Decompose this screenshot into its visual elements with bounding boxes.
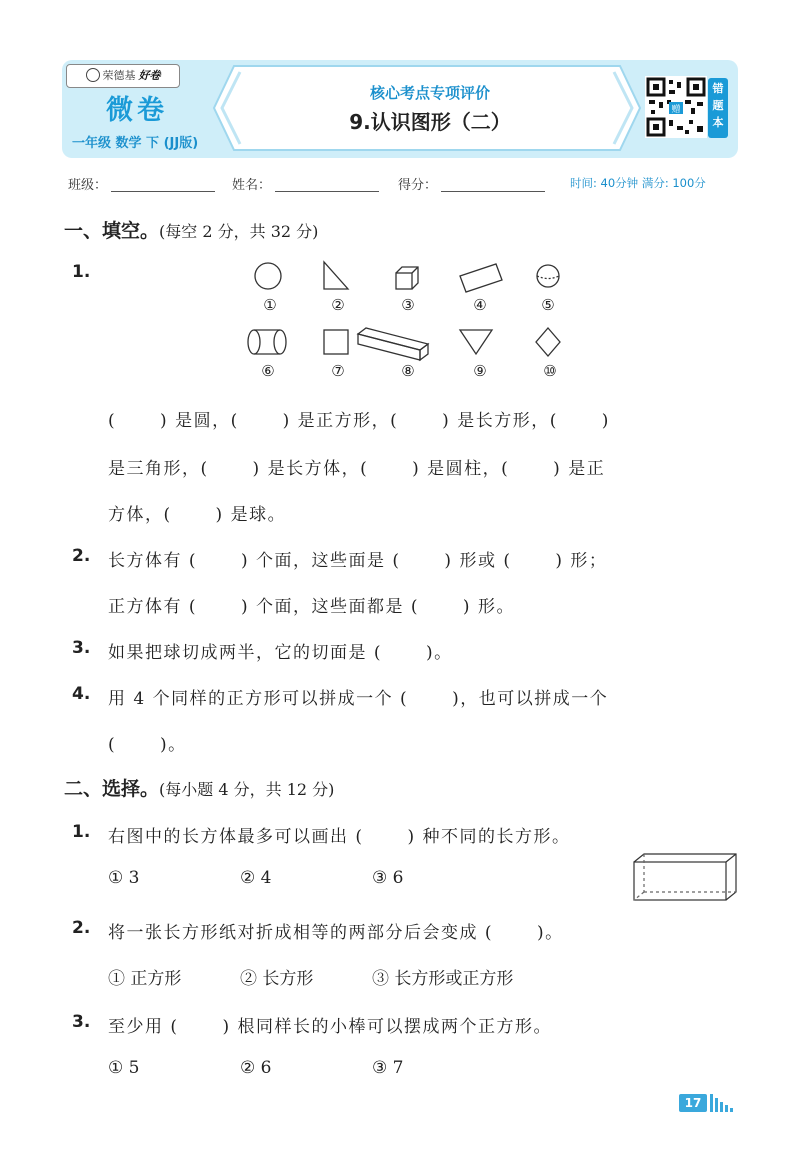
option[interactable]: ① 正方形 <box>108 969 182 989</box>
shape-diamond <box>536 328 560 356</box>
option[interactable]: ① 5 <box>108 1058 140 1078</box>
option[interactable]: ③ 长方形或正方形 <box>372 969 514 989</box>
brand-title: 微卷 <box>106 95 168 126</box>
section-2-title: 二、选择。 <box>64 778 160 800</box>
question-text: 长方体有 ( ) 个面，这些面是 ( ) 形或 ( ) 形； <box>108 551 608 571</box>
name-underline[interactable] <box>275 177 379 192</box>
page-number: 17 <box>679 1094 707 1112</box>
question-text: 方体，( ) 是球。 <box>108 505 287 525</box>
question-text: ( ) 是圆，( ) 是正方形，( ) 是长方形，( ) <box>108 411 610 431</box>
question-text: 至少用 ( ) 根同样长的小棒可以摆成两个正方形。 <box>108 1017 552 1037</box>
class-underline[interactable] <box>111 177 215 192</box>
section-2-note: (每小题 4 分，共 12 分) <box>159 780 335 799</box>
tag-char: 本 <box>712 116 724 129</box>
question-number: 2. <box>72 546 91 566</box>
mascot-icon <box>86 68 100 82</box>
shape-sphere <box>537 265 559 287</box>
shape-label: ⑦ <box>331 362 345 380</box>
option[interactable]: ① 3 <box>108 868 140 888</box>
grade-label: 一年级 数学 下 (JJ版) <box>72 136 199 151</box>
shape-label: ② <box>331 296 345 314</box>
qr-code-icon[interactable] <box>645 76 707 138</box>
option[interactable]: ② 6 <box>240 1058 272 1078</box>
section-1-title: 一、填空。 <box>64 220 160 242</box>
question-number: 4. <box>72 684 91 704</box>
question-text: ( )。 <box>108 735 187 755</box>
cuboid-figure <box>630 850 740 906</box>
question-text: 是三角形，( ) 是长方体，( ) 是圆柱，( ) 是正 <box>108 459 606 479</box>
shape-label: ⑥ <box>261 362 275 380</box>
option[interactable]: ② 长方形 <box>240 969 314 989</box>
score-label: 得分： <box>398 178 438 193</box>
shape-label: ③ <box>401 296 415 314</box>
tag-char: 题 <box>712 99 724 112</box>
class-field[interactable] <box>68 174 215 193</box>
shape-inverted-triangle <box>460 330 492 354</box>
qr-label: 赠 <box>671 105 681 115</box>
brand-logo-text: 荣德基 <box>102 69 136 82</box>
brand-logo-mark: 好卷 <box>138 69 161 82</box>
class-label: 班级： <box>68 178 108 193</box>
question-text: 如果把球切成两半，它的切面是 ( )。 <box>108 643 453 663</box>
shape-cylinder <box>248 330 286 354</box>
time-score-info: 时间: 40分钟 满分: 100分 <box>570 176 706 190</box>
shape-cube <box>396 267 418 289</box>
shape-cuboid <box>358 328 428 360</box>
option[interactable]: ③ 6 <box>372 868 404 888</box>
question-number: 3. <box>72 1012 91 1032</box>
option[interactable]: ③ 7 <box>372 1058 404 1078</box>
shape-label: ⑤ <box>541 296 555 314</box>
shape-label: ⑩ <box>543 362 557 380</box>
score-underline[interactable] <box>441 177 545 192</box>
shape-square <box>324 330 348 354</box>
question-number: 1. <box>72 822 91 842</box>
error-book-tag[interactable] <box>708 78 728 138</box>
name-label: 姓名： <box>232 178 272 193</box>
tag-char: 错 <box>712 82 724 95</box>
banner-subtitle: 核心考点专项评价 <box>369 84 490 102</box>
question-text: 正方体有 ( ) 个面，这些面都是 ( ) 形。 <box>108 597 515 617</box>
score-field[interactable] <box>398 174 545 193</box>
shape-label: ⑧ <box>401 362 415 380</box>
section-1-heading <box>64 216 318 243</box>
page-bars-icon <box>710 1094 740 1112</box>
section-2-heading <box>64 774 334 801</box>
question-number: 1. <box>72 262 91 282</box>
page-title: 9.认识图形（二） <box>349 110 511 134</box>
shape-rectangle <box>460 264 502 292</box>
section-1-note: (每空 2 分，共 32 分) <box>159 222 319 241</box>
shape-label: ⑨ <box>473 362 487 380</box>
name-field[interactable] <box>232 174 379 193</box>
question-number: 3. <box>72 638 91 658</box>
brand-box <box>66 62 226 154</box>
question-text: 用 4 个同样的正方形可以拼成一个 ( )，也可以拼成一个 <box>108 689 609 709</box>
shape-circle <box>255 263 281 289</box>
shapes-figure <box>230 258 580 384</box>
question-text: 右图中的长方体最多可以画出 ( ) 种不同的长方形。 <box>108 827 571 847</box>
question-number: 2. <box>72 918 91 938</box>
shape-triangle <box>324 262 348 289</box>
option[interactable]: ② 4 <box>240 868 272 888</box>
brand-logo <box>66 64 180 88</box>
shape-label: ④ <box>473 296 487 314</box>
shape-label: ① <box>263 296 277 314</box>
question-text: 将一张长方形纸对折成相等的两部分后会变成 ( )。 <box>108 923 564 943</box>
